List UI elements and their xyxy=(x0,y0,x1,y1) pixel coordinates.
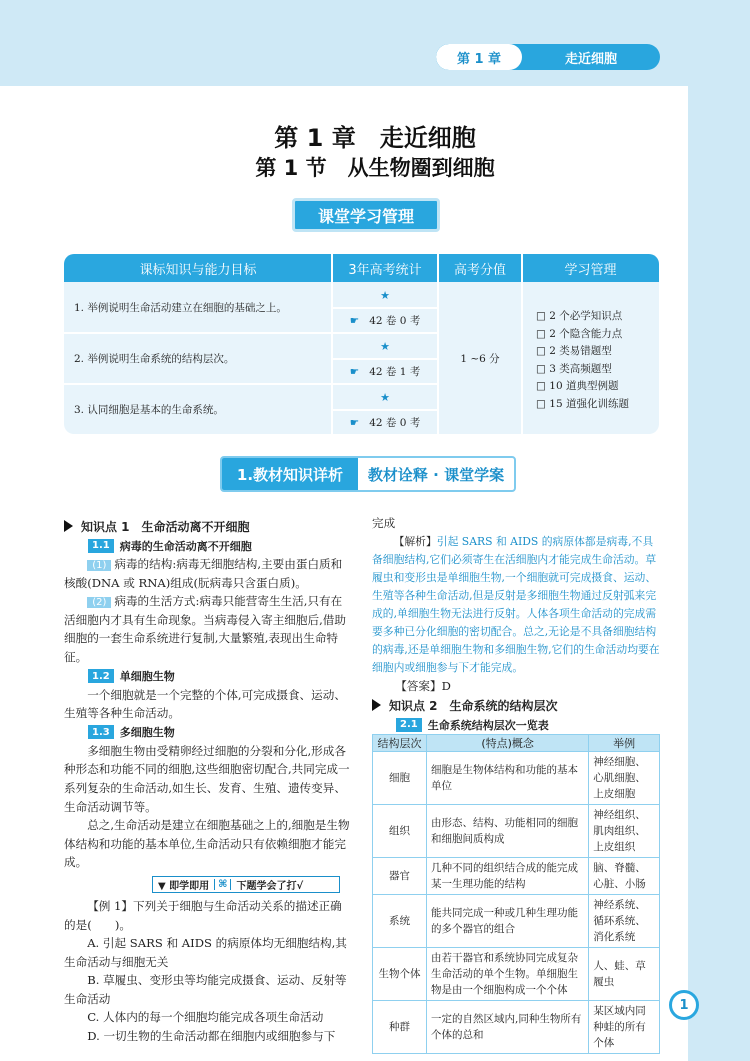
example-cell: 神经系统、循环系统、消化系统 xyxy=(589,895,660,948)
example-cell: 神经组织、肌肉组织、上皮组织 xyxy=(589,805,660,858)
chapter-tab-name: 走近细胞 xyxy=(564,51,617,67)
goals-header-3: 高考分值 xyxy=(438,254,522,282)
table-row xyxy=(373,858,660,895)
stat-2 xyxy=(332,360,438,383)
management-item: □ 10 道典型例题 xyxy=(536,380,619,392)
example-cell: 脑、脊髓、心脏、小肠 xyxy=(589,858,660,895)
stat-1-text: 42 卷 0 考 xyxy=(369,315,421,327)
tag-2: (2) xyxy=(87,597,111,608)
section-title: 第 1 节 从生物圈到细胞 xyxy=(255,156,495,180)
concept-cell: 由形态、结构、功能相同的细胞和细胞间质构成 xyxy=(427,805,589,858)
goal-2: 2. 举例说明生命系统的结构层次。 xyxy=(74,353,235,365)
paragraph-virus-life xyxy=(64,592,350,666)
level-cell: 生物个体 xyxy=(373,948,427,1001)
management-item: □ 3 类高频题型 xyxy=(536,362,612,375)
s13-title: 多细胞生物 xyxy=(119,726,175,740)
table-row xyxy=(373,1001,660,1054)
structure-header-concept: (特点)概念 xyxy=(427,735,589,752)
concept-cell: 几种不同的组织结合成的能完成某一生理功能的结构 xyxy=(427,858,589,895)
kp1-text: 知识点 1 生命活动离不开细胞 xyxy=(81,519,250,534)
example-cell: 某区域内同种蛙的所有个体 xyxy=(589,1001,660,1054)
section2-left: 1.教材知识详析 xyxy=(222,458,358,490)
concept-cell: 能共同完成一种或几种生理功能的多个器官的组合 xyxy=(427,895,589,948)
p1-text: 病毒的结构:病毒无细胞结构,主要由蛋白质和核酸(DNA 或 RNA)组成(朊病毒只含蛋白质)。 xyxy=(64,557,343,590)
tag-1: (1) xyxy=(87,560,111,571)
management-list xyxy=(536,308,629,413)
structure-header-level: 结构层次 xyxy=(373,735,427,752)
section2-right: 教材诠释 · 课堂学案 xyxy=(367,465,505,484)
table-row xyxy=(373,805,660,858)
level-cell: 系统 xyxy=(373,895,427,948)
concept-cell: 由若干器官和系统协同完成复杂生命活动的单个生物。单细胞生物是由一个细胞构成一个个体 xyxy=(427,948,589,1001)
pointing-hand-icon: ☛ xyxy=(349,416,360,429)
example-cell: 神经细胞、心肌细胞、上皮细胞 xyxy=(589,752,660,805)
management-item: □ 15 道强化训练题 xyxy=(536,397,629,410)
management-item: □ 2 个隐含能力点 xyxy=(536,327,623,340)
option-c: C. 人体内的每一个细胞均能完成各项生命活动 xyxy=(87,1010,324,1025)
table-row xyxy=(373,948,660,1001)
top-band xyxy=(0,0,750,86)
s12-title: 单细胞生物 xyxy=(119,670,175,684)
structure-header-example: 举例 xyxy=(589,735,660,752)
s21-num: 2.1 xyxy=(396,718,422,732)
chapter-tab xyxy=(436,44,660,70)
pill-left: ▼ 即学即用 xyxy=(158,880,210,892)
s11-title: 病毒的生命活动离不开细胞 xyxy=(119,539,252,553)
s11-num: 1.1 xyxy=(88,539,114,553)
left-column xyxy=(64,516,350,1046)
goal-3: 3. 认同细胞是基本的生命系统。 xyxy=(74,404,224,416)
pointing-hand-icon: ☛ xyxy=(349,365,360,378)
subheading-1-3 xyxy=(88,723,350,742)
subheading-1-1 xyxy=(88,536,350,555)
knowledge-point-2 xyxy=(372,695,662,715)
p2-text: 病毒的生活方式:病毒只能营寄生生活,只有在活细胞内才具有生命现象。当病毒侵入寄主细胞后,借助细胞的一套生命系统进行复制,大量繁殖,表现出生命特征。 xyxy=(64,594,346,664)
structure-table xyxy=(372,734,660,1054)
goal-1: 1. 举例说明生命活动建立在细胞的基础之上。 xyxy=(74,301,287,314)
subheading-1-2 xyxy=(88,667,350,686)
analysis-label: 【解析】 xyxy=(393,534,437,548)
goals-header-2: 3年高考统计 xyxy=(332,254,438,282)
s21-title: 生命系统结构层次一览表 xyxy=(427,718,549,732)
table-row xyxy=(373,895,660,948)
table-row xyxy=(373,752,660,805)
pointing-hand-icon: ☛ xyxy=(349,314,360,327)
stars-2: ★ xyxy=(380,339,390,353)
answer: 【答案】D xyxy=(395,678,451,693)
concept-cell: 细胞是生物体结构和功能的基本单位 xyxy=(427,752,589,805)
option-a: A. 引起 SARS 和 AIDS 的病原体均无细胞结构,其生命活动与细胞无关 xyxy=(64,936,347,969)
triangle-icon xyxy=(372,699,381,711)
management-item: □ 2 类易错题型 xyxy=(536,345,612,357)
page-number: 1 xyxy=(669,990,699,1020)
level-cell: 种群 xyxy=(373,1001,427,1054)
analysis-text: 引起 SARS 和 AIDS 的病原体都是病毒,不具备细胞结构,它们必须寄生在活细胞内才能完成生命活动。草履虫和变形虫是单细胞生物,一个细胞就可完成摄食、运动、生殖等各种生命活动,但是反射是多细胞生物通过反射弧来完成的,单细胞生物无法进行反射。人体各项生命活动的完成需要多种已分化细胞的密切配合。总之,无论是不具备细胞结构的病毒,还是单细胞生物和多细胞生物,它们的生命活动均要在细胞内或细胞参与下才能完成。 xyxy=(372,534,660,674)
option-b: B. 草履虫、变形虫等均能完成摄食、运动、反射等生命活动 xyxy=(64,973,347,1006)
knot-icon: ⌘ xyxy=(214,879,231,890)
right-column xyxy=(372,514,662,1054)
paragraph-multicellular: 多细胞生物由受精卵经过细胞的分裂和分化,形成各种形态和功能不同的细胞,这些细胞密切配合,共同完成一系列复杂的生命活动,如生长、发育、生殖、遗传变异、生命活动调节等。 xyxy=(64,743,350,814)
chapter-title: 第 1 章 走近细胞 xyxy=(274,124,476,152)
stat-1 xyxy=(332,309,438,332)
s12-num: 1.2 xyxy=(88,669,114,683)
goals-header-1: 课标知识与能力目标 xyxy=(64,254,332,282)
triangle-icon xyxy=(64,520,73,532)
stat-3 xyxy=(332,411,438,434)
option-d: D. 一切生物的生命活动都在细胞内或细胞参与下 xyxy=(87,1029,336,1044)
section2-banner xyxy=(220,456,516,492)
kp2-text: 知识点 2 生命系统的结构层次 xyxy=(389,698,558,713)
stars-1: ★ xyxy=(380,288,390,302)
goals-table xyxy=(64,254,659,434)
knowledge-point-1 xyxy=(64,516,350,536)
s13-num: 1.3 xyxy=(88,725,114,739)
level-cell: 器官 xyxy=(373,858,427,895)
continued-text: 完成 xyxy=(372,516,396,530)
pill-right: 下题学会了打√ xyxy=(236,880,304,892)
level-cell: 组织 xyxy=(373,805,427,858)
paragraph-unicellular: 一个细胞就是一个完整的个体,可完成摄食、运动、生殖等各种生命活动。 xyxy=(64,687,346,721)
chapter-tab-number: 第 1 章 xyxy=(436,44,522,70)
management-item: □ 2 个必学知识点 xyxy=(536,310,623,322)
classroom-management-heading: 课堂学习管理 xyxy=(292,198,440,232)
level-cell: 细胞 xyxy=(373,752,427,805)
paragraph-virus-structure xyxy=(64,555,350,592)
paragraph-summary: 总之,生命活动是建立在细胞基础之上的,细胞是生物体结构和功能的基本单位,生命活动只有依赖细胞才能完成。 xyxy=(64,818,350,870)
concept-cell: 一定的自然区域内,同种生物所有个体的总和 xyxy=(427,1001,589,1054)
goals-header-4: 学习管理 xyxy=(522,254,659,282)
subheading-2-1 xyxy=(396,715,662,734)
score-range: 1 ~6 分 xyxy=(460,352,500,365)
practice-pill xyxy=(152,876,340,893)
analysis xyxy=(372,533,662,677)
stat-2-text: 42 卷 1 考 xyxy=(369,366,421,378)
example-1-question: 【例 1】下列关于细胞与生命活动关系的描述正确的是( )。 xyxy=(64,898,342,932)
stars-3: ★ xyxy=(380,390,390,404)
stat-3-text: 42 卷 0 考 xyxy=(369,417,421,429)
example-cell: 人、蛙、草履虫 xyxy=(589,948,660,1001)
